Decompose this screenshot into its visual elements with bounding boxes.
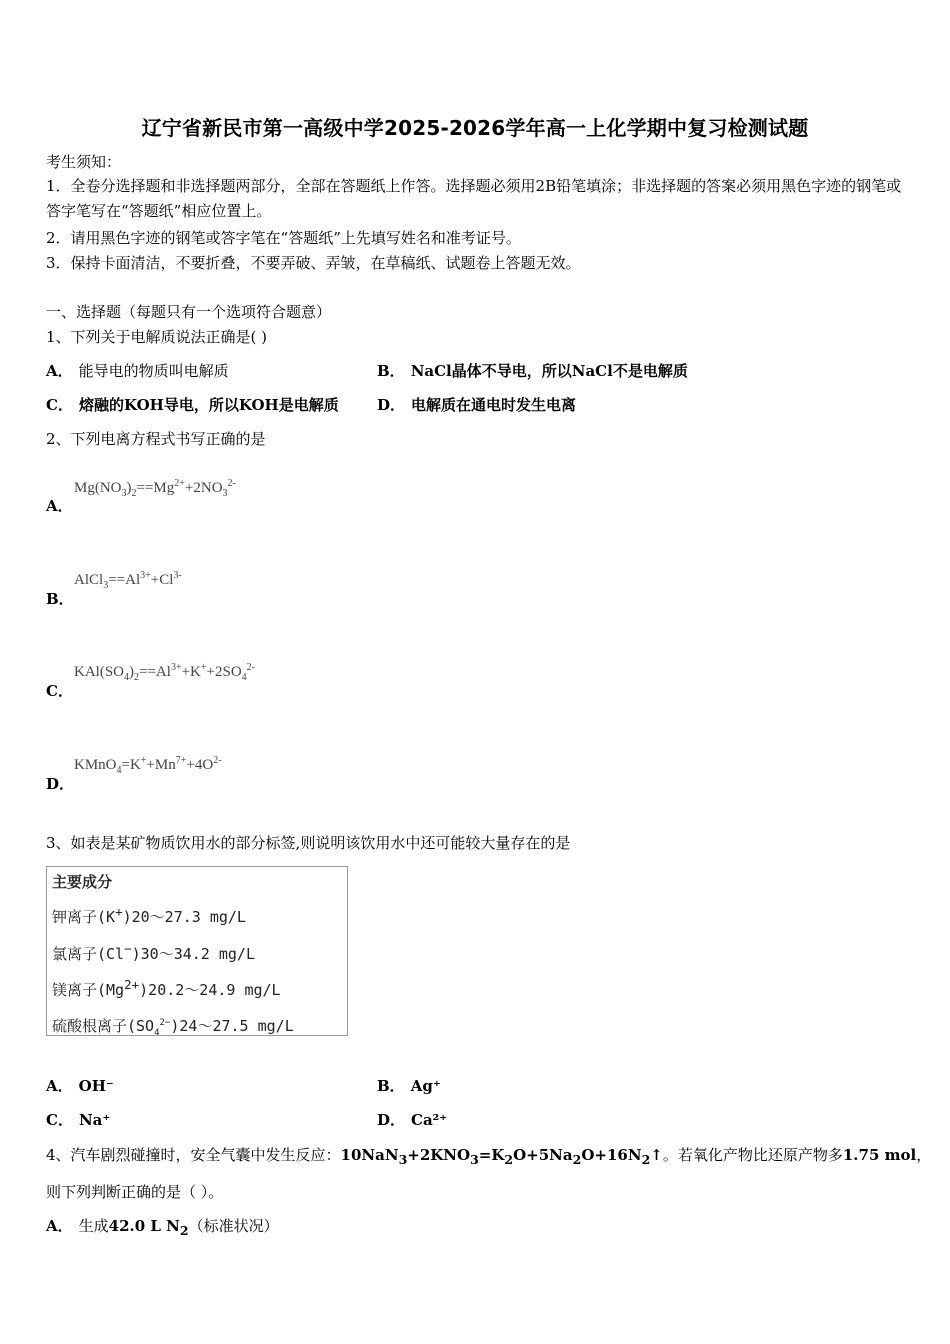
option-label: D． xyxy=(377,396,406,414)
q1-option-a[interactable] xyxy=(46,361,229,381)
q4-stem-prefix: 4、汽车剧烈碰撞时，安全气囊中发生反应： xyxy=(46,1146,341,1164)
option-label: A． xyxy=(46,1077,73,1095)
q4-stem-suffix: 。若氧化产物比还原产物多1.75 mol， xyxy=(662,1146,932,1164)
q1-option-b[interactable] xyxy=(377,361,688,381)
q2-option-b[interactable]: B． xyxy=(46,590,74,608)
question-1-stem xyxy=(46,327,267,347)
option-label: A． xyxy=(46,362,73,380)
q3-option-c[interactable] xyxy=(46,1110,110,1130)
notice-item-1: 1．全卷分选择题和非选择题两部分，全部在答题纸上作答。选择题必须用2B铅笔填涂；非选择题的答案必须用黑色字迹的钢笔或答字笔写在“答题纸”相应位置上。 xyxy=(46,177,902,220)
question-1-text: 1、下列关于电解质说法正确是( ) xyxy=(46,328,268,346)
option-label: C． xyxy=(46,396,73,414)
question-2-stem: 2、下列电离方程式书写正确的是 xyxy=(46,430,266,448)
option-label: B． xyxy=(377,362,405,380)
option-text: 电解质在通电时发生电离 xyxy=(411,396,577,414)
table-row: 镁离子$(Mg^{2+})20.2\sim 24.9$ mg/L xyxy=(52,977,281,999)
table-row: 硫酸根离子$(SO_4^{2-})24\sim 27.5$ mg/L xyxy=(52,1017,294,1038)
option-text: 生成42.0 L $N_2$（标准状况） xyxy=(78,1217,279,1238)
q3-option-b[interactable] xyxy=(377,1076,441,1096)
option-text: Ag⁺ xyxy=(410,1077,441,1095)
table-header: 主要成分 xyxy=(52,873,113,891)
option-text: OH⁻ xyxy=(78,1077,114,1095)
option-text: Ca²⁺ xyxy=(411,1111,448,1129)
mineral-water-label-table xyxy=(46,866,348,1036)
q4-stem-line-2: 则下列判断正确的是（ ）。 xyxy=(46,1183,224,1201)
notice-heading: 考生须知： xyxy=(46,153,122,171)
question-4-stem xyxy=(46,1145,931,1165)
option-label: C． xyxy=(46,1111,73,1129)
q2-equation-a: $Mg(NO_3)_2==Mg^{2+}+2NO_3^{2-}$ xyxy=(74,478,236,499)
q2-equation-c: $KAl(SO_4)_2==Al^{3+}+K^++2SO_4^{2-}$ xyxy=(74,662,255,683)
q4-reaction: $10NaN_3+2KNO_3=K_2O+5Na_2O+16N_2↑$ xyxy=(340,1146,663,1167)
option-text: Na⁺ xyxy=(78,1111,111,1129)
table-row: 钾离子(K+)20～27.3 mg/L xyxy=(52,904,246,926)
option-text: 能导电的物质叫电解质 xyxy=(78,362,229,380)
section-heading: 一、选择题（每题只有一个选项符合题意） xyxy=(46,303,332,321)
page-title: 辽宁省新民市第一高级中学2025-2026学年高一上化学期中复习检测试题 xyxy=(141,116,809,140)
q3-option-d[interactable] xyxy=(377,1110,447,1130)
q2-option-c[interactable]: C． xyxy=(46,682,73,700)
q2-equation-d: $KMnO_4=K^++Mn^{7+}+4O^{2-}$ xyxy=(74,755,222,776)
q2-option-a[interactable]: A． xyxy=(46,497,73,515)
q4-option-a[interactable] xyxy=(46,1216,279,1236)
notice-item-2: 2．请用黑色字迹的钢笔或答字笔在“答题纸”上先填写姓名和准考证号。 xyxy=(46,229,521,247)
option-text: 熔融的KOH导电，所以KOH是电解质 xyxy=(78,396,339,414)
notice-item-3: 3．保持卡面清洁，不要折叠，不要弄破、弄皱，在草稿纸、试题卷上答题无效。 xyxy=(46,254,581,272)
q1-option-d[interactable] xyxy=(377,395,576,415)
option-label: A． xyxy=(46,1217,73,1235)
q2-option-d[interactable]: D． xyxy=(46,775,75,793)
q1-option-c[interactable] xyxy=(46,395,339,415)
option-label: D． xyxy=(377,1111,406,1129)
q3-option-a[interactable] xyxy=(46,1076,114,1096)
option-text: NaCl晶体不导电，所以NaCl不是电解质 xyxy=(410,362,688,380)
table-row: 氯离子(Cl−)30～34.2 mg/L xyxy=(52,941,255,963)
option-label: B． xyxy=(377,1077,405,1095)
question-3-stem: 3、如表是某矿物质饮用水的部分标签,则说明该饮用水中还可能较大量存在的是 xyxy=(46,834,571,852)
q2-equation-b: $AlCl_3==Al^{3+}+Cl^{3-}$ xyxy=(74,570,182,591)
